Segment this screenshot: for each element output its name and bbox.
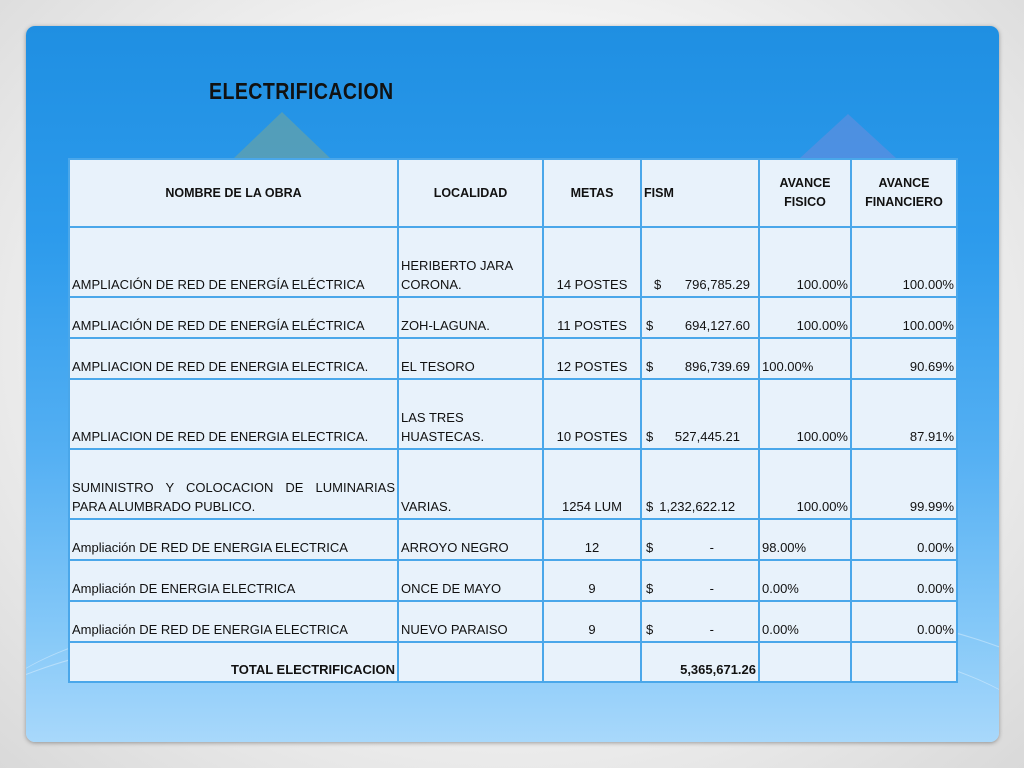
header-obra: NOMBRE DE LA OBRA: [69, 159, 398, 227]
cell-fism: [641, 519, 759, 560]
currency-symbol: $: [646, 581, 654, 596]
currency-symbol: $: [646, 429, 654, 444]
total-label: TOTAL ELECTRIFICACION: [69, 642, 398, 682]
cell-localidad: ZOH-LAGUNA.: [398, 297, 543, 338]
cell-obra: Ampliación DE RED DE ENERGIA ELECTRICA: [69, 601, 398, 642]
cell-obra: AMPLIACIÓN DE RED DE ENERGÍA ELÉCTRICA: [69, 227, 398, 297]
fism-amount: -: [709, 581, 714, 596]
cell-fism: [641, 449, 759, 519]
cell-fism: [641, 560, 759, 601]
decorative-triangle-right: [800, 114, 896, 158]
cell-avance-financiero: 100.00%: [851, 227, 957, 297]
cell-metas: 9: [543, 560, 641, 601]
cell-avance-financiero: 0.00%: [851, 519, 957, 560]
table-row: [69, 227, 957, 297]
cell-avance-fisico: 100.00%: [759, 227, 851, 297]
cell-avance-fisico: 98.00%: [759, 519, 851, 560]
cell-avance-financiero: 100.00%: [851, 297, 957, 338]
decorative-triangle-left: [234, 112, 330, 158]
cell-localidad: LAS TRES HUASTECAS.: [398, 379, 543, 449]
cell-metas: 9: [543, 601, 641, 642]
table-row: [69, 560, 957, 601]
table-row: [69, 338, 957, 379]
currency-symbol: $: [646, 540, 654, 555]
empty-cell: [759, 642, 851, 682]
cell-avance-fisico: 100.00%: [759, 338, 851, 379]
cell-localidad: ARROYO NEGRO: [398, 519, 543, 560]
currency-symbol: $: [646, 499, 654, 514]
currency-symbol: $: [654, 277, 662, 292]
cell-localidad: ONCE DE MAYO: [398, 560, 543, 601]
cell-metas: 12: [543, 519, 641, 560]
cell-avance-fisico: 100.00%: [759, 379, 851, 449]
table-row: [69, 379, 957, 449]
cell-fism: [641, 601, 759, 642]
cell-avance-financiero: 90.69%: [851, 338, 957, 379]
cell-fism: [641, 297, 759, 338]
cell-fism: [641, 227, 759, 297]
table-row: [69, 519, 957, 560]
cell-localidad: EL TESORO: [398, 338, 543, 379]
cell-metas: 1254 LUM: [543, 449, 641, 519]
cell-obra: AMPLIACIÓN DE RED DE ENERGÍA ELÉCTRICA: [69, 297, 398, 338]
cell-localidad: NUEVO PARAISO: [398, 601, 543, 642]
cell-fism: [641, 338, 759, 379]
table-row: [69, 601, 957, 642]
page-title: ELECTRIFICACION: [209, 78, 394, 104]
cell-obra: AMPLIACION DE RED DE ENERGIA ELECTRICA.: [69, 379, 398, 449]
fism-amount: -: [709, 622, 714, 637]
empty-cell: [543, 642, 641, 682]
cell-obra: SUMINISTRO Y COLOCACION DE LUMINARIAS PARA ALUMBRADO PUBLICO.: [69, 449, 398, 519]
cell-avance-financiero: 87.91%: [851, 379, 957, 449]
cell-metas: 12 POSTES: [543, 338, 641, 379]
fism-amount: 896,739.69: [684, 359, 750, 374]
cell-fism: [641, 379, 759, 449]
cell-avance-financiero: 0.00%: [851, 601, 957, 642]
cell-avance-fisico: 0.00%: [759, 560, 851, 601]
cell-obra: Ampliación DE ENERGIA ELECTRICA: [69, 560, 398, 601]
total-fism: 5,365,671.26: [641, 642, 759, 682]
cell-metas: 11 POSTES: [543, 297, 641, 338]
cell-metas: 14 POSTES: [543, 227, 641, 297]
total-row: [69, 642, 957, 682]
cell-avance-financiero: 0.00%: [851, 560, 957, 601]
cell-obra: Ampliación DE RED DE ENERGIA ELECTRICA: [69, 519, 398, 560]
currency-symbol: $: [646, 318, 654, 333]
fism-amount: 796,785.29: [684, 277, 750, 292]
cell-avance-fisico: 100.00%: [759, 297, 851, 338]
header-localidad: LOCALIDAD: [398, 159, 543, 227]
empty-cell: [398, 642, 543, 682]
fism-amount: 527,445.21: [674, 429, 740, 444]
header-metas: METAS: [543, 159, 641, 227]
fism-amount: -: [709, 540, 714, 555]
cell-avance-financiero: 99.99%: [851, 449, 957, 519]
cell-localidad: HERIBERTO JARA CORONA.: [398, 227, 543, 297]
cell-metas: 10 POSTES: [543, 379, 641, 449]
header-fism: FISM: [641, 159, 759, 227]
fism-amount: 694,127.60: [684, 318, 750, 333]
fism-amount: 1,232,622.12: [659, 499, 736, 514]
table-row: [69, 449, 957, 519]
currency-symbol: $: [646, 622, 654, 637]
cell-obra: AMPLIACION DE RED DE ENERGIA ELECTRICA.: [69, 338, 398, 379]
cell-avance-fisico: 0.00%: [759, 601, 851, 642]
obras-table: [68, 158, 958, 683]
cell-localidad: VARIAS.: [398, 449, 543, 519]
table-header-row: [69, 159, 957, 227]
currency-symbol: $: [646, 359, 654, 374]
header-avance-financiero: AVANCE FINANCIERO: [851, 159, 957, 227]
table-row: [69, 297, 957, 338]
cell-avance-fisico: 100.00%: [759, 449, 851, 519]
empty-cell: [851, 642, 957, 682]
header-avance-fisico: AVANCE FISICO: [759, 159, 851, 227]
